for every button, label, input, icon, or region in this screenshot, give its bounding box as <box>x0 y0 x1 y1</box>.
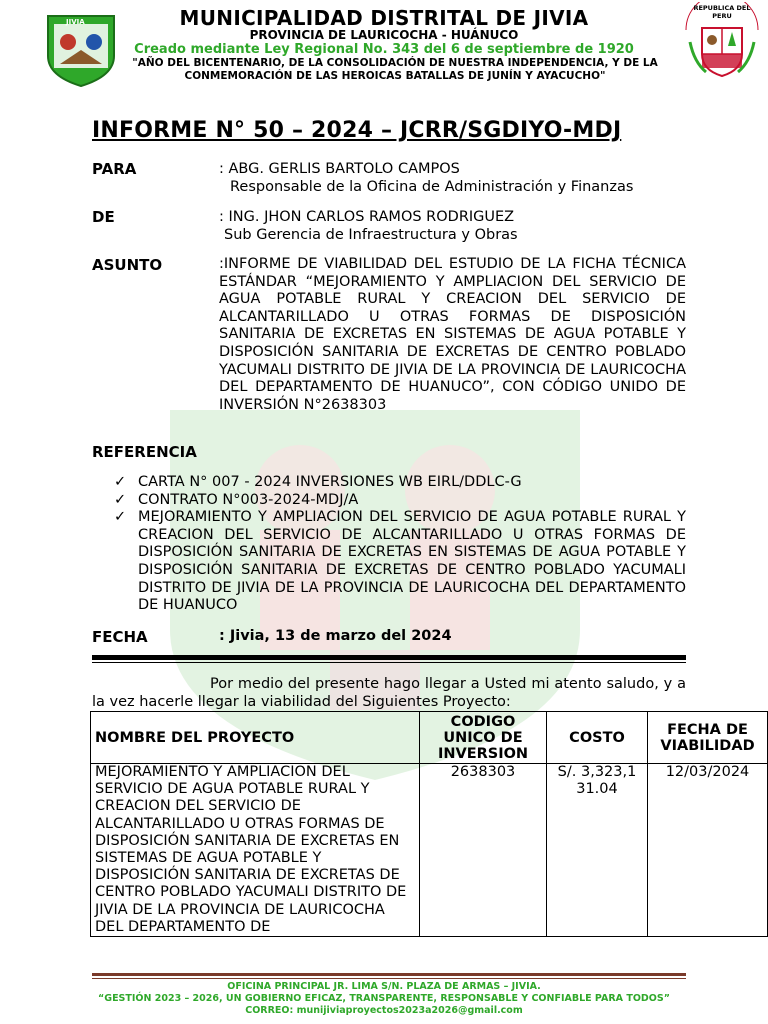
fecha-label: FECHA <box>92 628 148 646</box>
col-header-name: NOMBRE DEL PROYECTO <box>91 712 420 764</box>
asunto-text: :INFORME DE VIABILIDAD DEL ESTUDIO DE LA FICHA TÉCNICA ESTÁNDAR “MEJORAMIENTO Y AMPLIACION DEL SERVICIO DE AGUA POTABLE RURAL Y CREACION DEL SERVICIO DE ALCANTARILLADO U OTRAS FORMAS DE DISPOSICIÓN SANITARIA DE EXCRETAS EN SISTEMAS DE AGUA POTABLE Y DISPOSICIÓN SANITARIA DE EXCRETAS DE CENTRO POBLADO YACUMALI DISTRITO DE JIVIA DE LA PROVINCIA DE LAURICOCHA DEL DEPARTAMENTO DE HUANUCO”, CON CÓDIGO UNIDO DE INVERSIÓN N°2638303 <box>219 256 686 413</box>
referencia-item-text: MEJORAMIENTO Y AMPLIACION DEL SERVICIO DE AGUA POTABLE RURAL Y CREACION DEL SERVICIO DE ALCANTARILLADO U OTRAS FORMAS DE DISPOSICIÓN SANITARIA DE EXCRETAS EN SISTEMAS DE AGUA POTABLE Y DISPOSICIÓN SANITARIA DE EXCRETAS DE CENTRO POBLADO YACUMALI DISTRITO DE JIVIA DE LA PROVINCIA DE LAURICOCHA DEL DEPARTAMENTO DE HUANUCO <box>138 509 686 614</box>
footer-divider <box>92 973 686 976</box>
header-subtitle: PROVINCIA DE LAURICOCHA - HUÁNUCO <box>249 28 519 42</box>
table-row <box>91 764 768 937</box>
header-law: Creado mediante Ley Regional No. 343 del 6 de septiembre de 1920 <box>134 42 634 57</box>
cell-code: 2638303 <box>420 764 547 937</box>
footer-divider <box>92 978 686 979</box>
logo-text: JIVIA <box>66 18 85 26</box>
cell-cost: S/. 3,323,131.04 <box>547 764 648 937</box>
referencia-list <box>114 474 686 615</box>
intro-text: Por medio del presente hago llegar a Usted mi atento saludo, y a la vez hacerle llegar la viabilidad del Siguientes Proyecto: <box>92 676 686 710</box>
de-label: DE <box>92 208 115 226</box>
footer-slogan: “GESTIÓN 2023 – 2026, UN GOBIERNO EFICAZ, TRANSPARENTE, RESPONSABLE Y CONFIABLE PARA TODOS” <box>98 993 670 1004</box>
checkmark-icon: ✓ <box>114 474 127 490</box>
checkmark-icon: ✓ <box>114 509 127 526</box>
de-name: : ING. JHON CARLOS RAMOS RODRIGUEZ <box>219 209 515 225</box>
asunto-label: ASUNTO <box>92 256 163 274</box>
footer-address: OFICINA PRINCIPAL JR. LIMA S/N. PLAZA DE ARMAS – JIVIA. <box>227 981 541 992</box>
referencia-item-text: CARTA N° 007 - 2024 INVERSIONES WB EIRL/DDLC-G <box>138 474 522 490</box>
para-label: PARA <box>92 160 137 178</box>
document-title: INFORME N° 50 – 2024 – JCRR/SGDIYO-MDJ <box>92 118 622 143</box>
para-role: Responsable de la Oficina de Administración y Finanzas <box>230 179 634 195</box>
footer-email: CORREO: munijiviaproyectos2023a2026@gmail.com <box>245 1005 523 1016</box>
header-year-name: "AÑO DEL BICENTENARIO, DE LA CONSOLIDACIÓN DE NUESTRA INDEPENDENCIA, Y DE LA CONMEMORACIÓN DE LAS HEROICAS BATALLAS DE JUNÍN Y AYACUCHO" <box>132 57 658 82</box>
fecha-value: : Jivia, 13 de marzo del 2024 <box>219 628 452 644</box>
divider <box>92 655 686 660</box>
project-table <box>90 711 768 937</box>
list-item <box>114 509 686 615</box>
divider <box>92 662 686 663</box>
col-header-date: FECHA DE VIABILIDAD <box>648 712 768 764</box>
intro-paragraph <box>92 676 686 711</box>
de-role: Sub Gerencia de Infraestructura y Obras <box>224 227 518 243</box>
header-title: MUNICIPALIDAD DISTRITAL DE JIVIA <box>179 6 589 30</box>
peru-coat-of-arms <box>680 2 764 82</box>
referencia-label: REFERENCIA <box>92 443 197 461</box>
checkmark-icon: ✓ <box>114 491 127 508</box>
list-item <box>114 474 686 492</box>
cell-project-name: MEJORAMIENTO Y AMPLIACION DEL SERVICIO DE AGUA POTABLE RURAL Y CREACION DEL SERVICIO DE ALCANTARILLADO U OTRAS FORMAS DE DISPOSICIÓN SANITARIA DE EXCRETAS EN SISTEMAS DE AGUA POTABLE Y DISPOSICIÓN SANITARIA DE EXCRETAS DE CENTRO POBLADO YACUMALI DISTRITO DE JIVIA DE LA PROVINCIA DE LAURICOCHA DEL DEPARTAMENTO DE <box>91 764 420 937</box>
para-name: : ABG. GERLIS BARTOLO CAMPOS <box>219 161 460 177</box>
col-header-code: CODIGO UNICO DE INVERSION <box>420 712 547 764</box>
cell-date: 12/03/2024 <box>648 764 768 937</box>
referencia-item-text: CONTRATO N°003-2024-MDJ/A <box>138 491 359 508</box>
table-header-row <box>91 712 768 764</box>
list-item <box>114 492 686 510</box>
col-header-cost: COSTO <box>547 712 648 764</box>
seal-text: REPUBLICA DEL PERU <box>693 4 751 20</box>
